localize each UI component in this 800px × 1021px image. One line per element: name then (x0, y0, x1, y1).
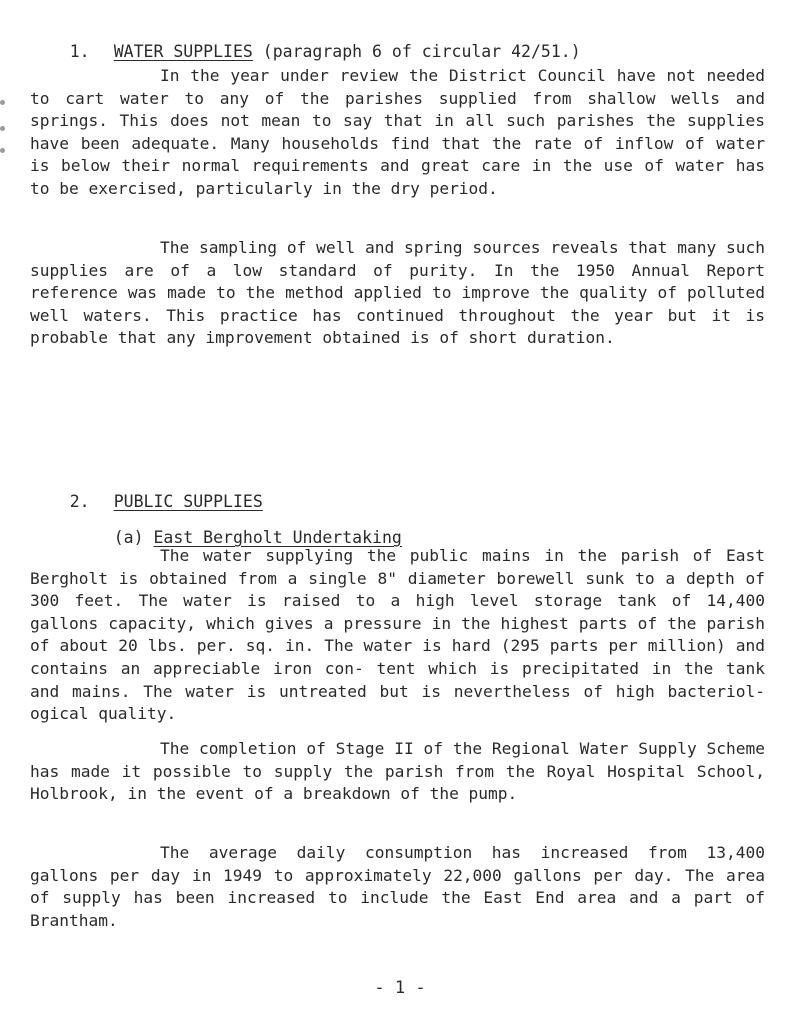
margin-speck (0, 148, 5, 153)
section-title: WATER SUPPLIES (113, 42, 253, 61)
subsection-label: (a) (113, 528, 144, 547)
paragraph: The sampling of well and spring sources reveals that many such supplies are of a low standard of purity. In the 1950 Annual Report reference was made to the method applied to improve the quality of polluted well waters. This practice has continued throughout the year but it is probable that any improvement obtained is of short duration. (30, 238, 765, 348)
page-number: - 1 - (374, 978, 426, 998)
paragraph: The completion of Stage II of the Regional Water Supply Scheme has made it possible to supply the parish from the Royal Hospital School, Holbrook, in the event of a breakdown of the pump. (30, 739, 765, 804)
section-title: PUBLIC SUPPLIES (113, 492, 263, 511)
paragraph: In the year under review the District Council have not needed to cart water to any of the parishes supplied from shallow wells and springs. This does not mean to say that in all such parishes the supplies have been adequate. Many households find that the rate of inflow of water is below their normal requirements and great care in the use of water has to be exercised, particularly in the dry period. (30, 66, 765, 198)
paragraph: The water supplying the public mains in the parish of East Bergholt is obtained from a single 8" diameter borewell sunk to a depth of 300 feet. The water is raised to a high level storage tank of 14,400 gallons capacity, which gives a pressure in the highest parts of the parish of about 20 lbs. per. sq. in. The water is hard (295 parts per million) and contains an appreciable iron con- tent which is precipitated in the tank and mains. The water is untreated but is nevertheless of high bacteriol- ogical quality. (30, 546, 765, 724)
margin-speck (0, 126, 5, 131)
section-number: 2. (69, 492, 90, 511)
margin-speck (0, 100, 5, 105)
subsection-title: East Bergholt Undertaking (153, 528, 402, 547)
section-number: 1. (69, 42, 90, 61)
paragraph: The average daily consumption has increased from 13,400 gallons per day in 1949 to approximately 22,000 gallons per day. The area of supply has been increased to include the East End area and a part of Brantham. (30, 843, 765, 930)
section-reference: (paragraph 6 of circular 42/51.) (252, 42, 581, 61)
